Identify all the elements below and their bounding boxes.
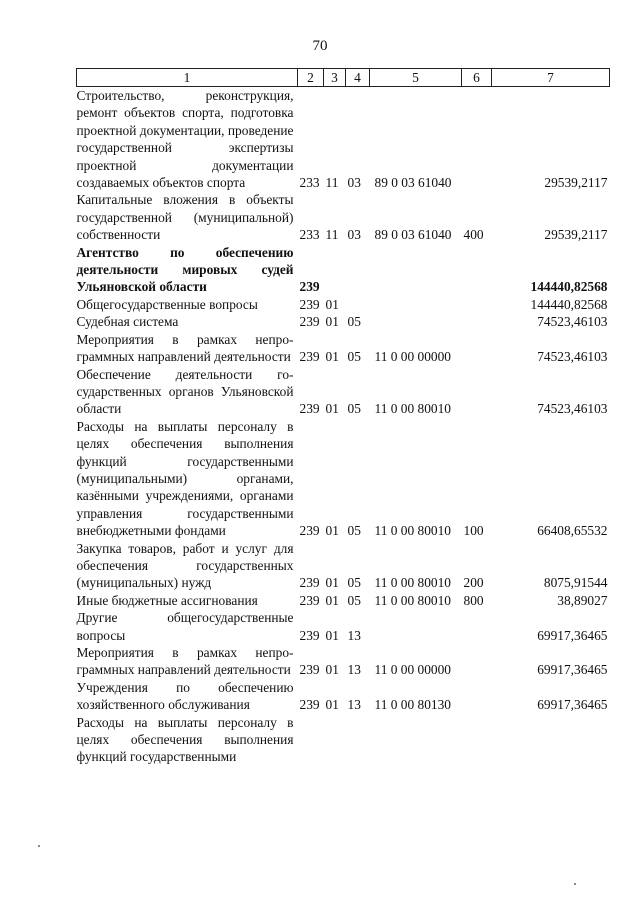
- row-vr: [462, 331, 492, 366]
- row-csr: 11 0 00 80010: [374, 401, 451, 417]
- row-sum: 74523,46103: [537, 314, 608, 330]
- row-pr: 03: [347, 175, 361, 191]
- row-gr: 239: [299, 314, 320, 330]
- row-rz: 01: [325, 697, 339, 713]
- row-name: Обеспечение деятельности государственных органов Ульяновской области: [76, 366, 294, 417]
- row-gr: 239: [299, 279, 320, 295]
- table-row: [77, 714, 610, 766]
- row-gr: 239: [299, 627, 320, 643]
- row-pr: 05: [347, 523, 361, 539]
- row-name: Мероприятия в рамках непрограммных направлений деятельности: [76, 645, 294, 678]
- row-name: Агентство по обеспечению деятельности мировых судей Ульяновской области: [76, 244, 294, 295]
- row-gr: 233: [299, 227, 320, 243]
- row-csr: 11 0 00 00000: [374, 662, 451, 678]
- row-name: Учреждения по обеспечению хозяйственного обслуживания: [76, 679, 294, 713]
- row-rz: 01: [325, 627, 339, 643]
- row-vr: [462, 714, 492, 766]
- row-sum: 8075,91544: [543, 575, 608, 591]
- row-name: Мероприятия в рамках непрограммных направлений деятельности: [76, 331, 294, 365]
- row-name: Общегосударственные вопросы: [76, 296, 258, 312]
- row-csr: [370, 244, 462, 296]
- row-gr: 233: [299, 175, 320, 191]
- row-name: Другие общегосударственные вопросы: [76, 610, 294, 643]
- row-rz: 01: [325, 523, 339, 539]
- budget-table: [76, 68, 610, 766]
- row-csr: [370, 609, 462, 644]
- row-rz: 01: [325, 401, 339, 417]
- row-pr: 05: [347, 314, 361, 330]
- row-pr: [346, 714, 370, 766]
- row-rz: 01: [325, 662, 339, 678]
- table-row: [77, 191, 610, 243]
- row-gr: 239: [299, 296, 320, 312]
- row-name: Иные бюджетные ассигнования: [76, 592, 258, 608]
- table-header: [77, 69, 610, 87]
- row-csr: [370, 313, 462, 330]
- row-name: Судебная система: [76, 314, 179, 330]
- row-pr: 03: [347, 227, 361, 243]
- row-rz: 11: [325, 175, 339, 191]
- row-vr: 800: [463, 592, 484, 608]
- row-vr: [462, 244, 492, 296]
- table-row: [77, 418, 610, 540]
- row-sum: 69917,36465: [537, 627, 608, 643]
- row-gr: 239: [299, 592, 320, 608]
- header-cell-gr: 2: [298, 69, 324, 87]
- row-vr: 100: [463, 523, 484, 539]
- row-sum: 66408,65532: [537, 523, 608, 539]
- table-row: [77, 679, 610, 714]
- row-rz: 01: [325, 296, 339, 312]
- row-vr: [462, 313, 492, 330]
- row-name: Капитальные вложения в объекты государственной (муниципальной) собственности: [76, 192, 294, 243]
- row-vr: [462, 296, 492, 313]
- row-csr: 11 0 00 80010: [374, 523, 451, 539]
- row-pr: 13: [347, 627, 361, 643]
- header-cell-vr: 6: [462, 69, 492, 87]
- row-pr: [346, 244, 370, 296]
- row-sum: 69917,36465: [537, 662, 608, 678]
- row-csr: 11 0 00 00000: [374, 349, 451, 365]
- row-gr: 239: [299, 697, 320, 713]
- row-name: Строительство, реконструкция, ремонт объектов спорта, подготовка проектной документации, проведение государственной экспертизы проектной документации создаваемых объектов спорта: [76, 88, 294, 191]
- row-sum: 144440,82568: [530, 296, 608, 312]
- row-csr: 11 0 00 80010: [374, 575, 451, 591]
- row-sum: 29539,2117: [544, 227, 608, 243]
- row-sum: 74523,46103: [537, 401, 608, 417]
- row-sum: 74523,46103: [537, 349, 608, 365]
- header-cell-sum: 7: [492, 69, 610, 87]
- row-rz: 01: [325, 592, 339, 608]
- row-csr: [370, 296, 462, 313]
- row-vr: [462, 366, 492, 418]
- row-rz: 01: [325, 575, 339, 591]
- scan-speck: [38, 845, 40, 847]
- row-csr: 89 0 03 61040: [374, 227, 452, 243]
- table-row: [77, 296, 610, 313]
- row-csr: 89 0 03 61040: [374, 175, 452, 191]
- row-sum: 69917,36465: [537, 697, 608, 713]
- row-pr: 05: [347, 575, 361, 591]
- row-vr: [462, 679, 492, 714]
- row-rz: [324, 714, 346, 766]
- row-vr: 200: [463, 575, 484, 591]
- table-row: [77, 366, 610, 418]
- row-pr: 05: [347, 349, 361, 365]
- row-vr: [462, 644, 492, 679]
- row-vr: [462, 87, 492, 192]
- row-rz: [324, 244, 346, 296]
- row-pr: 05: [347, 592, 361, 608]
- row-sum: [492, 714, 610, 766]
- row-name: Расходы на выплаты персоналу в целях обеспечения выполнения функций государственными: [76, 714, 294, 765]
- row-vr: [462, 609, 492, 644]
- header-cell-pr: 4: [346, 69, 370, 87]
- row-gr: 239: [299, 575, 320, 591]
- header-cell-rz: 3: [324, 69, 346, 87]
- row-name: Закупка товаров, работ и услуг для обеспечения государственных (муниципальных) нужд: [76, 540, 294, 591]
- table-row: [77, 87, 610, 192]
- row-gr: 239: [299, 349, 320, 365]
- table-row: [77, 609, 610, 644]
- row-rz: 11: [325, 227, 339, 243]
- row-pr: [346, 296, 370, 313]
- row-pr: 05: [347, 401, 361, 417]
- row-pr: 13: [347, 697, 361, 713]
- page-number: 70: [312, 38, 328, 54]
- row-gr: 239: [299, 401, 320, 417]
- table-row: [77, 244, 610, 296]
- scan-speck: [574, 883, 576, 885]
- row-rz: 01: [325, 349, 339, 365]
- row-sum: 38,89027: [557, 592, 608, 608]
- table-body: [77, 87, 610, 766]
- header-cell-csr: 5: [370, 69, 462, 87]
- table-row: [77, 313, 610, 330]
- row-gr: [298, 714, 324, 766]
- row-csr: 11 0 00 80010: [374, 592, 451, 608]
- row-rz: 01: [325, 314, 339, 330]
- header-cell-name: 1: [77, 69, 298, 87]
- row-name: Расходы на выплаты персоналу в целях обеспечения выполнения функций государственными (муниципальными) органами, казёнными учреждениями, органами управления государственными внебюджетными фондами: [76, 418, 294, 539]
- row-vr: 400: [463, 227, 484, 243]
- table-row: [77, 644, 610, 679]
- row-csr: [370, 714, 462, 766]
- row-gr: 239: [299, 662, 320, 678]
- row-gr: 239: [299, 523, 320, 539]
- table-row: [77, 592, 610, 609]
- table-row: [77, 331, 610, 366]
- row-csr: 11 0 00 80130: [374, 697, 451, 713]
- table-row: [77, 540, 610, 592]
- row-sum: 144440,82568: [530, 279, 608, 295]
- row-pr: 13: [347, 662, 361, 678]
- row-sum: 29539,2117: [544, 175, 608, 191]
